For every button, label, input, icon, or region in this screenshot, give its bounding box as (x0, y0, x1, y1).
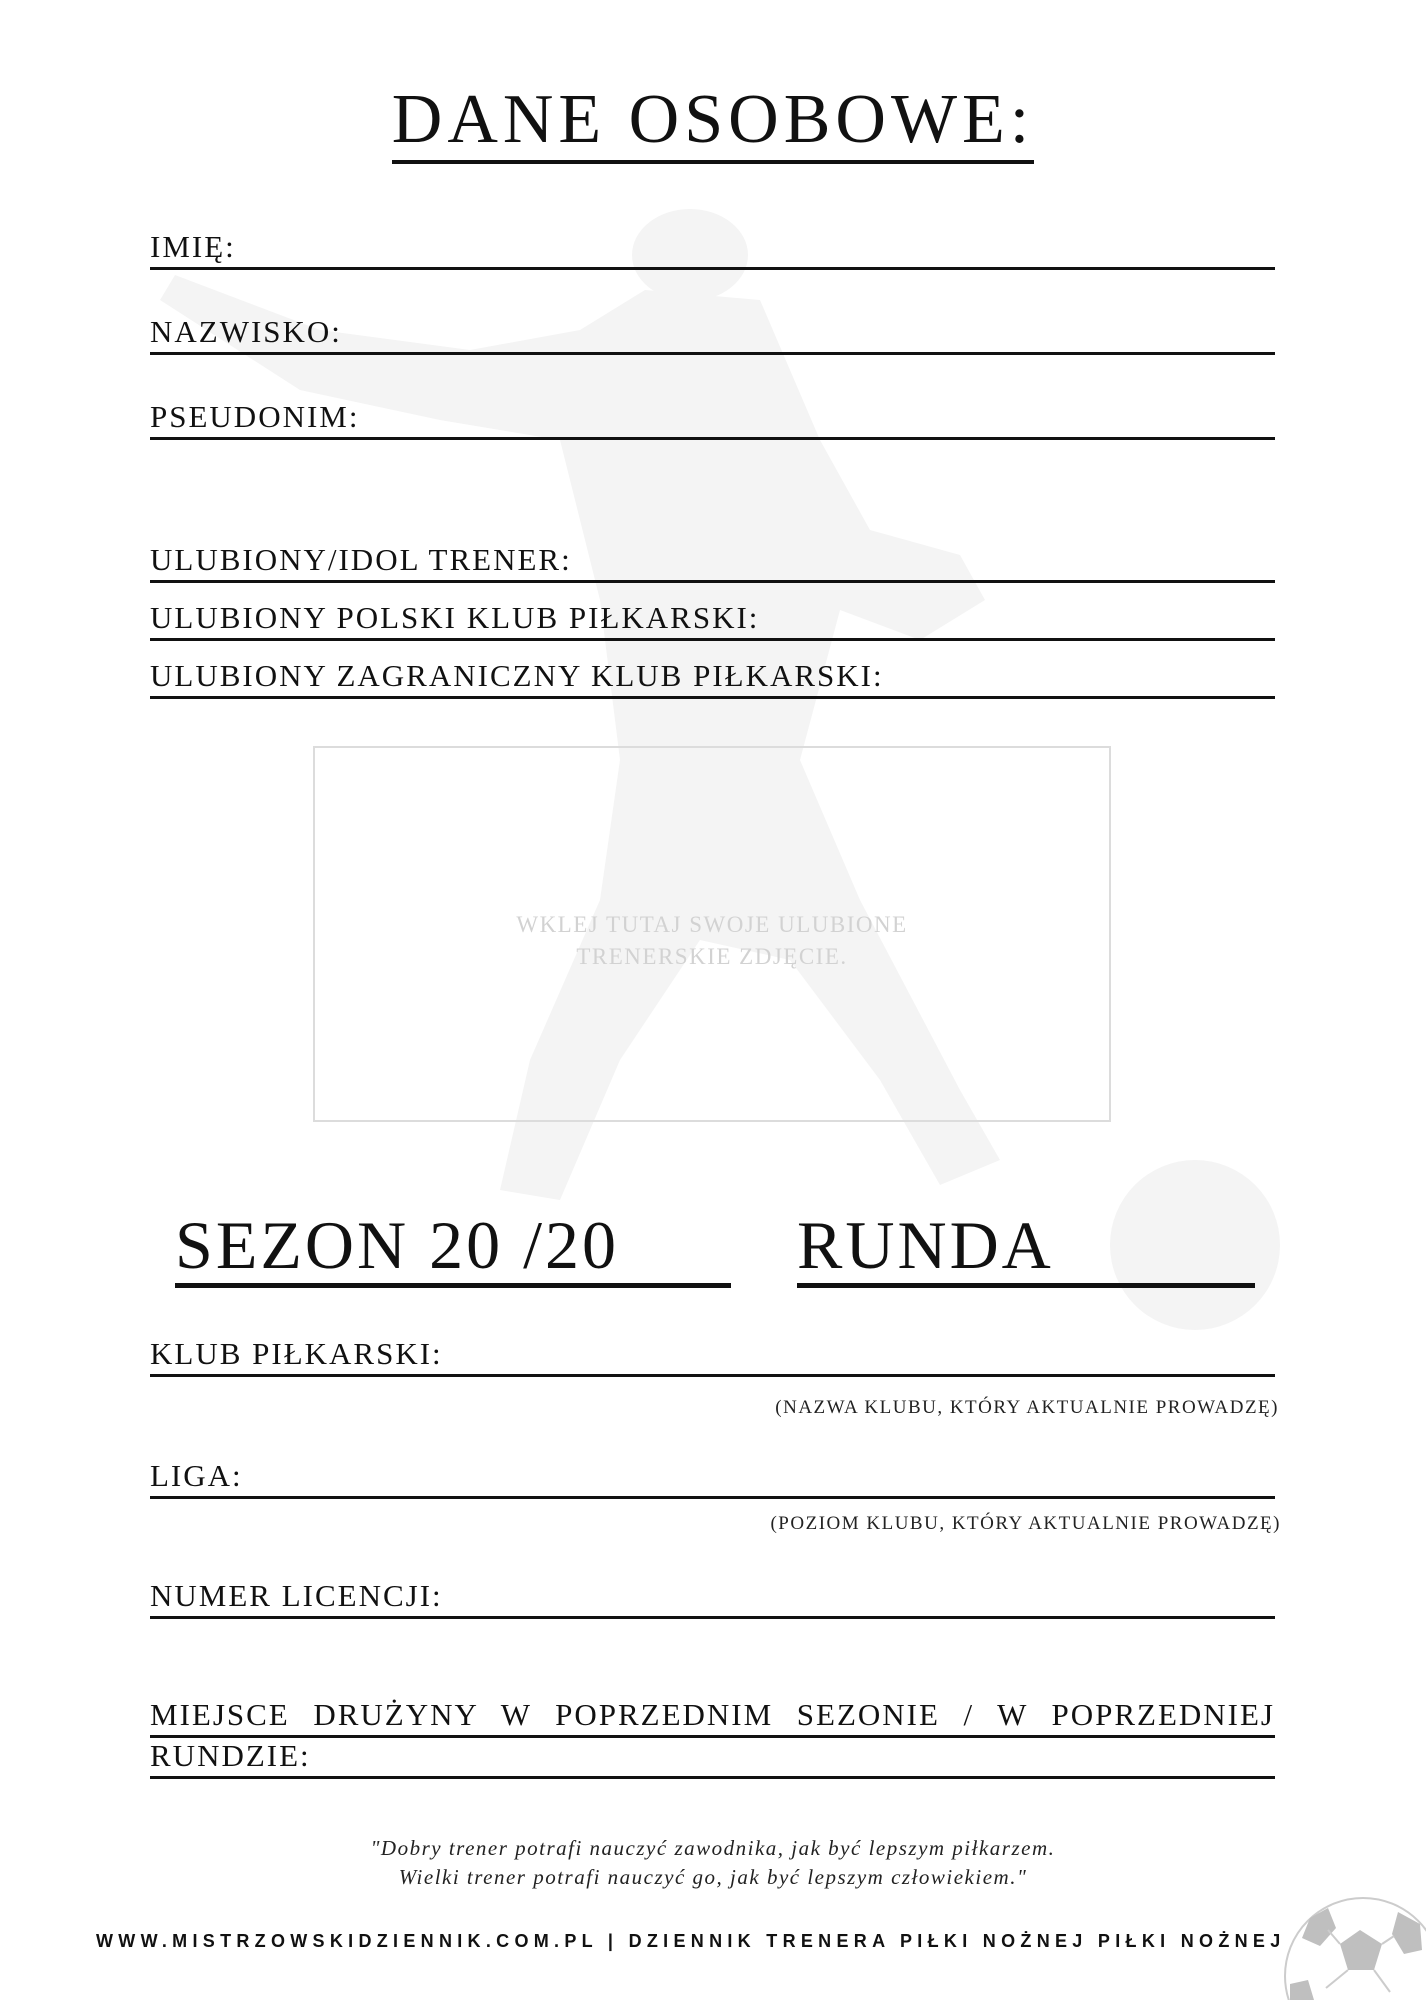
field-label: NAZWISKO: (150, 314, 342, 349)
klub-hint: (NAZWA KLUBU, KTÓRY AKTUALNIE PROWADZĘ) (775, 1397, 1279, 1418)
round-field[interactable] (797, 1208, 1255, 1288)
field-imie[interactable] (150, 228, 1275, 270)
coach-quote: "Dobry trener potrafi nauczyć zawodnika, jak być lepszym piłkarzem. Wielki trener potrafi nauczyć go, jak być lepszym człowiekiem." (370, 1836, 1056, 1890)
photo-placeholder-box[interactable] (313, 746, 1111, 1122)
field-miejsce-druzyny[interactable] (150, 1696, 1275, 1738)
page-title: DANE OSOBOWE: (0, 85, 1426, 155)
field-nazwisko[interactable] (150, 313, 1275, 355)
field-liga[interactable] (150, 1457, 1275, 1499)
field-label-line2: RUNDZIE: (150, 1738, 311, 1773)
field-label: KLUB PIŁKARSKI: (150, 1336, 443, 1371)
season-field[interactable] (175, 1208, 731, 1288)
field-label: ULUBIONY POLSKI KLUB PIŁKARSKI: (150, 600, 760, 635)
season-label: SEZON 20 /20 (175, 1207, 619, 1283)
round-label: RUNDA (797, 1207, 1054, 1283)
field-label: NUMER LICENCJI: (150, 1578, 443, 1613)
field-label: PSEUDONIM: (150, 399, 360, 434)
footer-website-line: WWW.MISTRZOWSKIDZIENNIK.COM.PL | DZIENNIK TRENERA PIŁKI NOŻNEJ PIŁKI NOŻNEJ (96, 1931, 1286, 1951)
field-ulubiony-polski-klub[interactable] (150, 599, 1275, 641)
field-pseudonim[interactable] (150, 398, 1275, 440)
field-miejsce-druzyny-line2[interactable] (150, 1737, 1275, 1779)
field-label: ULUBIONY ZAGRANICZNY KLUB PIŁKARSKI: (150, 658, 884, 693)
field-label: IMIĘ: (150, 229, 236, 264)
field-numer-licencji[interactable] (150, 1577, 1275, 1619)
photo-placeholder-text: WKLEJ TUTAJ SWOJE ULUBIONE TRENERSKIE ZDJĘCIE. (516, 912, 908, 969)
field-ulubiony-trener[interactable] (150, 541, 1275, 583)
field-label: ULUBIONY/IDOL TRENER: (150, 542, 572, 577)
field-label-line1: MIEJSCE DRUŻYNY W POPRZEDNIM SEZONIE / W POPRZEDNIEJ (150, 1697, 1275, 1732)
field-ulubiony-zagraniczny-klub[interactable] (150, 657, 1275, 699)
football-icon (1270, 1888, 1426, 2000)
field-label: LIGA: (150, 1458, 243, 1493)
liga-hint: (POZIOM KLUBU, KTÓRY AKTUALNIE PROWADZĘ) (770, 1513, 1281, 1534)
field-klub-pilkarski[interactable] (150, 1335, 1275, 1377)
